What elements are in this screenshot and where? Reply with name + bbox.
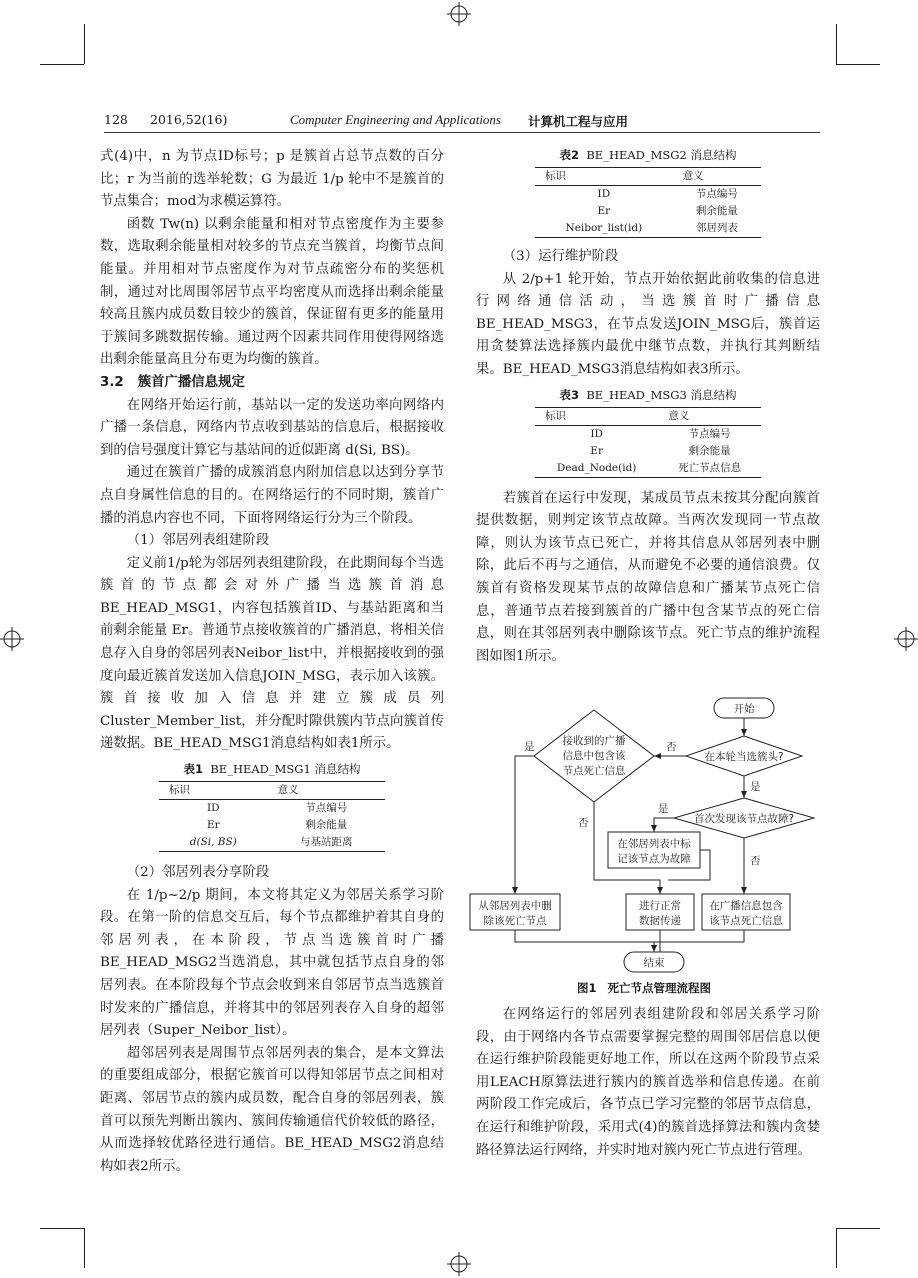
table-3-label: 表3 xyxy=(559,387,580,402)
flowchart-label-yes-received: 是 xyxy=(524,741,535,753)
left-column xyxy=(100,146,444,1178)
table-cell: Er xyxy=(597,205,611,217)
table-1 xyxy=(159,781,385,852)
flowchart-box-mark-line1: 在邻居列表中标 xyxy=(617,838,691,850)
table-2 xyxy=(535,167,761,238)
table-row xyxy=(159,817,385,834)
table-cell: 节点编号 xyxy=(305,802,348,815)
table-cell: 剩余能量 xyxy=(688,444,731,457)
table-2-caption xyxy=(476,146,820,164)
flowchart-box-mark-line2: 记该节点为故障 xyxy=(617,853,691,865)
crop-mark-top-left-v xyxy=(84,24,85,64)
table-cell: Er xyxy=(590,444,603,457)
flowchart-label-yes-first: 是 xyxy=(658,803,669,815)
table-cell: Dead_Node(id) xyxy=(535,460,658,478)
table-cell: Er xyxy=(206,819,220,832)
table-row xyxy=(535,220,761,238)
table-header-cell: 意义 xyxy=(673,168,761,186)
table-header-cell: 意义 xyxy=(268,782,385,800)
figure-1-caption xyxy=(468,980,820,996)
table-row xyxy=(535,425,761,443)
journal-title-en: Computer Engineering and Applications xyxy=(290,112,501,127)
flowchart-label-no-received: 否 xyxy=(578,817,589,829)
table-header-row xyxy=(159,782,385,800)
paragraph-super-neighbor-list: 超邻居列表是周围节点邻居列表的集合，是本文算法的重要组成部分，根据它簇首可以得知邻居节点之间相对距离、邻居节点的簇内成员数，配合自身的邻居列表，簇首可以预先判断出簇内、簇间传输通信代价较低的路径，从而选择较优路径进行通信。BE_HEAD_MSG2消息结构如表2所示。 xyxy=(100,1045,444,1174)
registration-mark-left xyxy=(0,627,24,651)
table-row xyxy=(535,443,761,460)
table-cell: ID xyxy=(590,427,603,440)
table-cell: 节点编号 xyxy=(688,427,731,440)
flowchart-decision-received-line3: 节点死亡信息 xyxy=(562,765,626,777)
paragraph-stage-3: 从 2/p+1 轮开始，节点开始依据此前收集的信息进行网络通信活动，当选簇首时广播信息BE_HEAD_MSG3，在节点发送JOIN_MSG后，簇首运用贪婪算法选择簇内最优中继节点数，并执行其判断结果。BE_HEAD_MSG3消息结构如表3所示。 xyxy=(476,271,820,377)
table-header-row xyxy=(535,168,761,186)
table-row xyxy=(159,834,385,852)
flowchart-decision-received-line2: 信息中包含该 xyxy=(562,750,626,762)
flowchart-box-delete-line2: 除该死亡节点 xyxy=(483,915,547,927)
crop-mark-top-right-v xyxy=(836,24,837,64)
table-2-title: BE_HEAD_MSG2 消息结构 xyxy=(586,148,737,162)
paragraph-three-stages: 通过在簇首广播的成簇消息内附加信息以达到分享节点自身属性信息的目的。在网络运行的不同时期，簇首广播的消息内容也不同，下面将网络运行分为三个阶段。 xyxy=(100,465,444,526)
running-header xyxy=(104,112,820,133)
paragraph-base-station: 在网络开始运行前，基站以一定的发送功率向网络内广播一条信息，网络内节点收到基站的信息后，根据接收到的信号强度计算它与基站间的近似距离 d(Si, BS)。 xyxy=(100,397,444,458)
table-cell: 节点编号 xyxy=(695,188,738,200)
table-3-caption xyxy=(476,386,820,404)
table-cell: 死亡节点信息 xyxy=(658,460,761,478)
section-number: 3.2 xyxy=(100,374,124,390)
section-title: 簇首广播信息规定 xyxy=(137,374,245,390)
flowchart-start-text: 开始 xyxy=(733,703,755,715)
paragraph-dead-node-detection: 若簇首在运行中发现，某成员节点未按其分配向簇首提供数据，则判定该节点故障。当两次发现同一节点故障，则认为该节点已死亡，并将其信息从邻居列表中删除，此后不再与之通信，从而避免不必要的通信浪费。仅簇首有资格发现某节点的故障信息和广播某节点死亡信息，普通节点若接到簇首的广播中包含某节点的死亡信息，则在其邻居列表中删除该节点。死亡节点的维护流程图如图1所示。 xyxy=(476,490,820,664)
flowchart-box-broadcast-line1: 在广播信息包含 xyxy=(709,900,783,912)
table-1-caption xyxy=(100,760,444,778)
flowchart-decision-first-text: 首次发现该节点故障? xyxy=(693,813,795,825)
flowchart-box-delete-line1: 从邻居列表中删 xyxy=(478,900,552,912)
crop-mark-bottom-left-h xyxy=(40,1228,84,1229)
table-row xyxy=(535,460,761,478)
paragraph-function-tw: 函数 Tw(n) 以剩余能量和相对节点密度作为主要参数，选取剩余能量相对较多的节点充当簇首，均衡节点间能量。并用相对节点密度作为对节点疏密分布的奖惩机制，通过对比周围邻居节点平均密度从而选择出剩余能量较高且簇内成员数目较少的簇首，保证留有更多的能量用于簇间多跳数据传输。通过两个因素共同作用使得网络选出剩余能量高且分布更为均衡的簇首。 xyxy=(100,216,444,368)
stage-3-heading: （3）运行维护阶段 xyxy=(502,249,619,264)
page-number: 128 xyxy=(104,112,128,127)
flowchart-label-no-head: 否 xyxy=(666,741,677,753)
volume-issue: 2016,52(16) xyxy=(150,112,228,127)
flowchart-end-text: 结束 xyxy=(643,957,665,969)
table-header-cell: 标识 xyxy=(159,782,268,800)
table-3-title: BE_HEAD_MSG3 消息结构 xyxy=(586,387,737,402)
stage-1-heading: （1）邻居列表组建阶段 xyxy=(126,533,270,549)
table-header-cell: 标识 xyxy=(535,407,658,425)
right-column-lower xyxy=(476,1004,820,1162)
table-1-title: BE_HEAD_MSG1 消息结构 xyxy=(210,762,361,777)
table-cell: ID xyxy=(207,802,220,815)
crop-mark-bottom-left-v xyxy=(84,1228,85,1268)
table-cell: 剩余能量 xyxy=(305,819,348,832)
paragraph-formula-explanation: 式(4)中，n 为节点ID标号；p 是簇首占总节点数的百分比；r 为当前的选举轮数；G 为最近 1/p 轮中不是簇首的节点集合；mod为求模运算符。 xyxy=(100,149,444,210)
crop-mark-bottom-right-v xyxy=(836,1228,837,1268)
flowchart-box-broadcast-line2: 该节点死亡信息 xyxy=(709,915,783,927)
journal-title-cn: 计算机工程与应用 xyxy=(528,114,629,129)
table-cell: 剩余能量 xyxy=(695,205,738,217)
flowchart-decision-head-text: 在本轮当选簇头? xyxy=(704,751,784,763)
table-cell: 邻居列表 xyxy=(673,220,761,238)
table-cell: 与基站距离 xyxy=(268,834,385,852)
crop-mark-top-right-h xyxy=(836,64,880,65)
paragraph-stage-1: 定义前1/p轮为邻居列表组建阶段，在此期间每个当选簇首的节点都会对外广播当选簇首消息BE_HEAD_MSG1，内容包括簇首ID、与基站距离和当前剩余能量 Er。普通节点接收簇首的广播消息，将相关信息存入自身的邻居列表Neibor_list中，并根据接收到的强度向最近簇首发送加入信息JOIN_MSG，表示加入该簇。簇首接收加入信息并建立簇成员列Cluster_Member_list，并分配时隙供簇内节点向簇首传递数据。BE_HEAD_MSG1消息结构如表1所示。 xyxy=(100,555,444,752)
table-cell: Neibor_list(id) xyxy=(535,220,673,238)
flowchart-svg xyxy=(468,694,820,980)
paragraph-leach-stages: 在网络运行的邻居列表组建阶段和邻居关系学习阶段，由于网络内各节点需要掌握完整的周围邻居信息以便在运行维护阶段能更好地工作，所以在这两个阶段节点采用LEACH原算法进行簇内的簇首选举和信息传递。在前两阶段工作完成后，各节点已学习完整的邻居节点信息，在运行和维护阶段，采用式(4)的簇首选择算法和簇内贪婪路径算法运行网络，并实时地对簇内死亡节点进行管理。 xyxy=(476,1007,820,1158)
table-header-cell: 意义 xyxy=(658,407,761,425)
registration-mark-top xyxy=(447,2,471,26)
section-heading-3-2 xyxy=(100,372,444,395)
paragraph-stage-2: 在 1/p~2/p 期间，本文将其定义为邻居关系学习阶段。在第一阶的信息交互后，每个节点都维护着其自身的邻居列表，在本阶段，节点当选簇首时广播BE_HEAD_MSG2当选消息，其中就包括节点自身的邻居列表。在本阶段每个节点会收到来自邻居节点当选簇首时发来的广播信息，并将其中的邻居列表存入自身的超邻居列表（Super_Neibor_list）。 xyxy=(100,887,444,1039)
stage-2-heading: （2）邻居列表分享阶段 xyxy=(126,865,270,881)
flowchart-box-normal-line1: 进行正常 xyxy=(639,900,681,912)
flowchart-label-no-first: 否 xyxy=(750,855,761,867)
figure-1-flowchart xyxy=(468,694,820,1000)
table-row xyxy=(535,203,761,220)
flowchart-box-normal-line2: 数据传递 xyxy=(639,915,681,927)
flowchart-label-yes-head: 是 xyxy=(750,781,761,793)
table-1-label: 表1 xyxy=(183,762,204,777)
table-row xyxy=(159,800,385,818)
table-header-cell: 标识 xyxy=(535,168,673,186)
flowchart-decision-received-line1: 接收到的广播 xyxy=(562,735,626,747)
table-cell: ID xyxy=(597,188,611,200)
registration-mark-bottom xyxy=(447,1252,471,1276)
crop-mark-top-left-h xyxy=(40,64,84,65)
figure-1-title: 死亡节点管理流程图 xyxy=(607,981,711,995)
table-header-row xyxy=(535,407,761,425)
registration-mark-right xyxy=(894,627,918,651)
figure-1-label: 图1 xyxy=(577,981,597,995)
right-column-upper xyxy=(476,146,820,668)
crop-mark-bottom-right-h xyxy=(836,1228,880,1229)
table-2-label: 表2 xyxy=(559,148,580,162)
table-3 xyxy=(535,407,761,478)
table-cell: d(Si, BS) xyxy=(159,834,268,852)
table-row xyxy=(535,186,761,204)
